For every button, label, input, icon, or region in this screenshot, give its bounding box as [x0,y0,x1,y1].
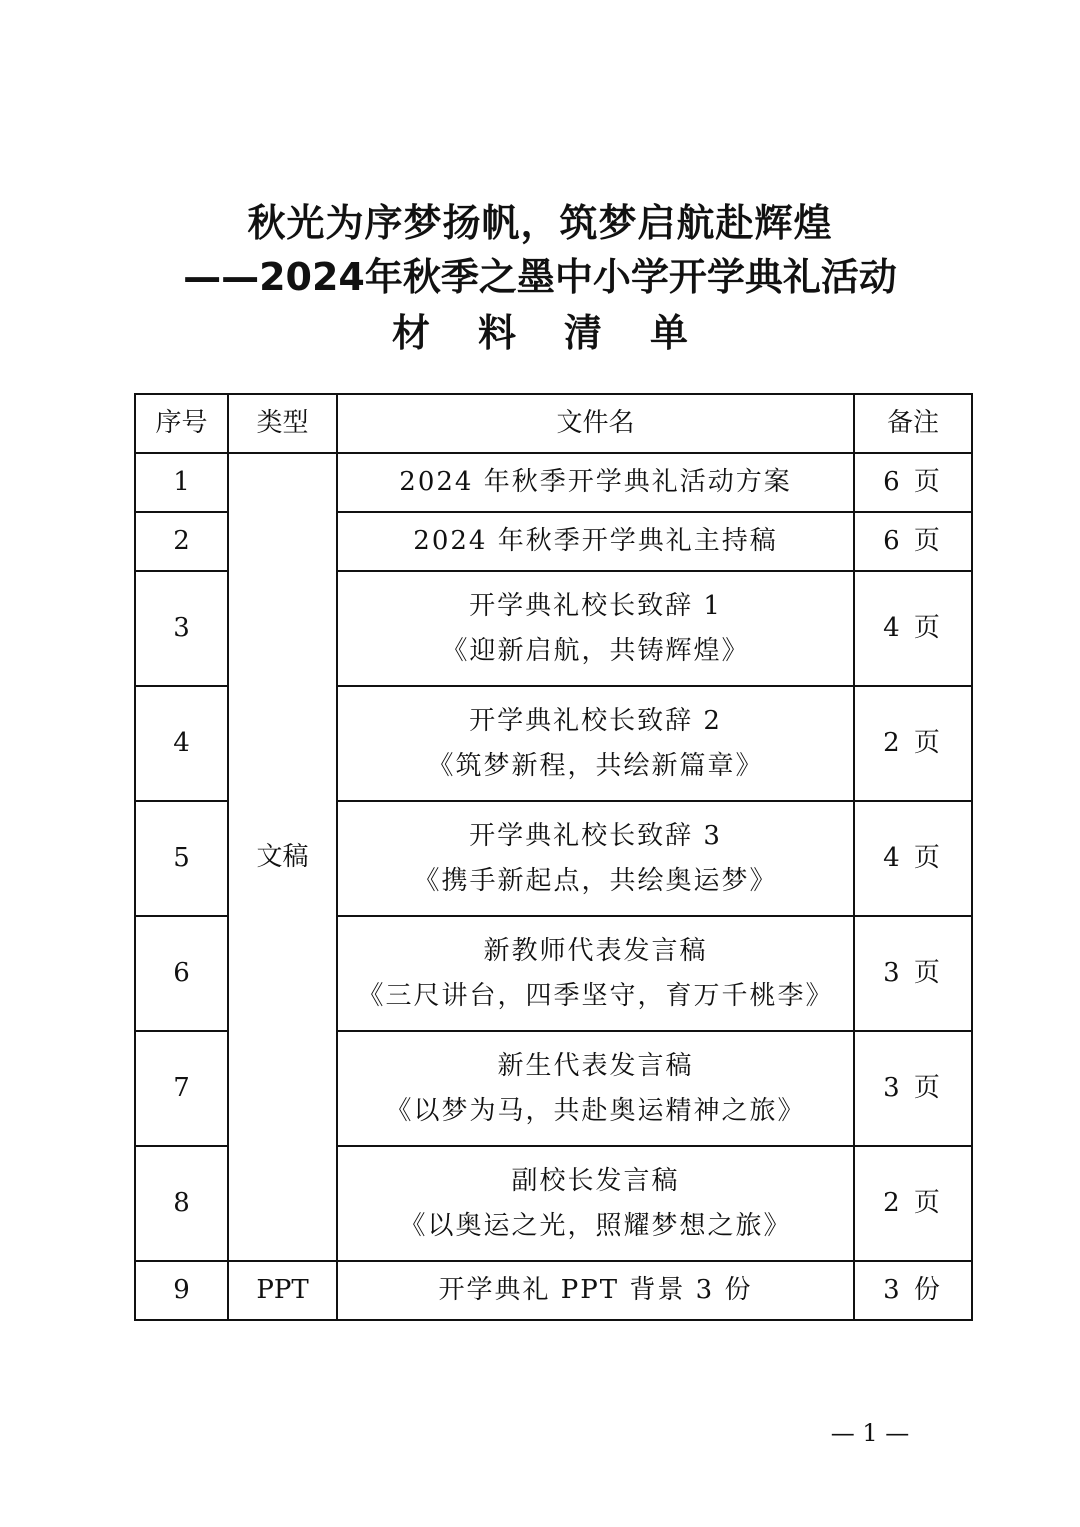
file-subtitle: 《三尺讲台，四季坚守，育万千桃李》 [357,980,834,1011]
file-subtitle: 《筑梦新程，共绘新篇章》 [427,750,764,781]
row-no: 5 [135,801,228,916]
header-type: 类型 [228,394,337,453]
row-no: 7 [135,1031,228,1146]
row-no: 9 [135,1261,228,1320]
row-no: 2 [135,512,228,571]
materials-table [134,393,973,1321]
file-name: 2024 年秋季开学典礼活动方案 [399,467,792,497]
table-row [135,453,972,512]
file-name: 开学典礼校长致辞 3 [469,820,722,851]
file-name: 新生代表发言稿 [497,1050,694,1081]
row-no: 3 [135,571,228,686]
row-file [337,686,854,801]
row-note: 3 份 [854,1261,972,1320]
row-note: 6 页 [854,453,972,512]
row-file [337,801,854,916]
row-file [337,916,854,1031]
row-file [337,453,854,512]
row-note: 3 页 [854,1031,972,1146]
file-name: 开学典礼校长致辞 1 [469,590,722,621]
file-subtitle: 《携手新起点，共绘奥运梦》 [413,865,778,896]
row-note: 4 页 [854,571,972,686]
row-note: 2 页 [854,686,972,801]
title-list-heading: 材料清单 [391,311,736,355]
row-file [337,1146,854,1261]
row-note: 4 页 [854,801,972,916]
table-row [135,1261,972,1320]
row-file [337,1031,854,1146]
row-note: 3 页 [854,916,972,1031]
file-subtitle: 《迎新启航，共铸辉煌》 [441,635,750,666]
file-name: 开学典礼校长致辞 2 [469,705,722,736]
file-name: 2024 年秋季开学典礼主持稿 [413,526,778,556]
header-no: 序号 [135,394,228,453]
row-file [337,571,854,686]
row-file [337,512,854,571]
row-no: 6 [135,916,228,1031]
file-subtitle: 《以梦为马，共赴奥运精神之旅》 [385,1095,806,1126]
page-number: — 1 — [830,1419,910,1447]
row-type: 文稿 [228,453,337,1261]
row-no: 1 [135,453,228,512]
title-subtitle: ——2024年秋季之墨中小学开学典礼活动 [183,255,897,299]
row-type: PPT [228,1261,337,1320]
row-note: 2 页 [854,1146,972,1261]
header-note: 备注 [854,394,972,453]
file-name: 新教师代表发言稿 [483,935,708,966]
row-note: 6 页 [854,512,972,571]
row-file [337,1261,854,1320]
table-header-row [135,394,972,453]
file-name: 副校长发言稿 [511,1165,680,1196]
file-name: 开学典礼 PPT 背景 3 份 [438,1275,753,1305]
row-no: 8 [135,1146,228,1261]
file-subtitle: 《以奥运之光，照耀梦想之旅》 [399,1210,792,1241]
row-no: 4 [135,686,228,801]
title-main: 秋光为序梦扬帆，筑梦启航赴辉煌 [247,201,833,245]
header-file: 文件名 [337,394,854,453]
